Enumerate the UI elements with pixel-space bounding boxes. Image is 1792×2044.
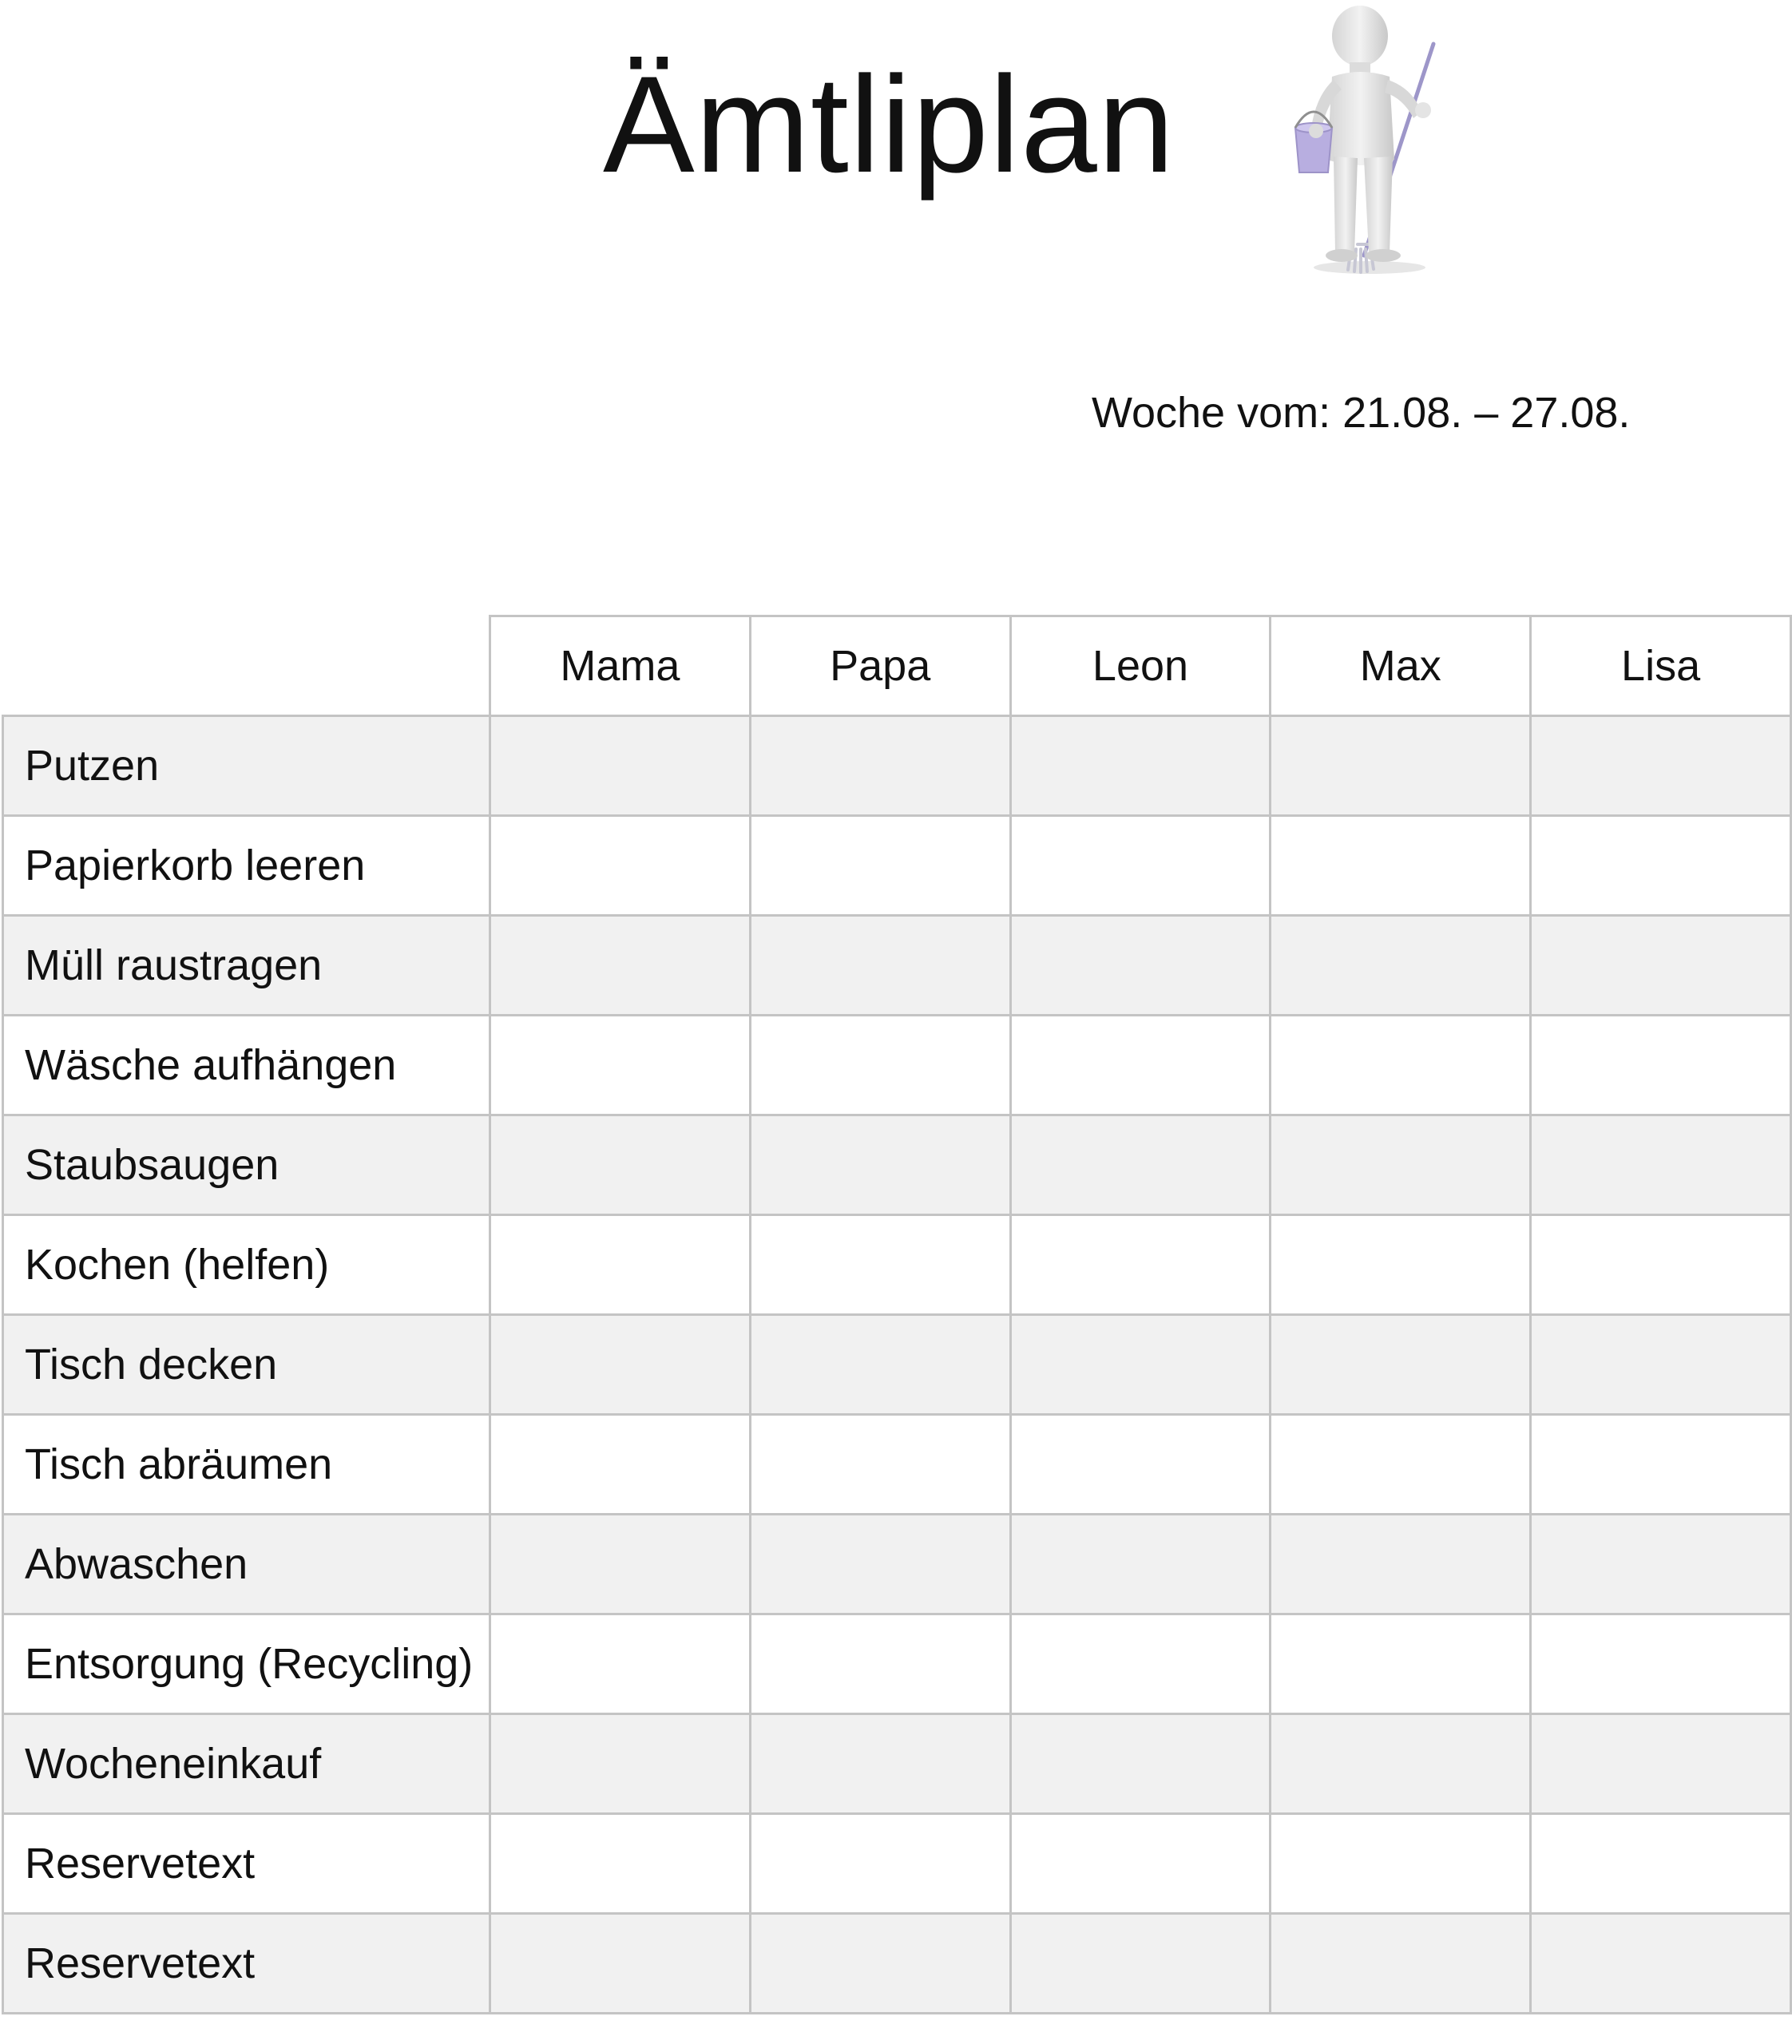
assignment-cell[interactable] xyxy=(1531,1714,1791,1814)
assignment-cell[interactable] xyxy=(1010,1215,1271,1315)
assignment-cell[interactable] xyxy=(490,716,750,816)
table-row xyxy=(3,1914,1791,2014)
assignment-cell[interactable] xyxy=(1010,1914,1271,2014)
assignment-cell[interactable] xyxy=(1271,816,1531,916)
table-row xyxy=(3,916,1791,1016)
table-row xyxy=(3,1814,1791,1914)
assignment-cell[interactable] xyxy=(1531,1814,1791,1914)
assignment-cell[interactable] xyxy=(1010,1614,1271,1714)
assignment-cell[interactable] xyxy=(1531,1415,1791,1515)
assignment-cell[interactable] xyxy=(1531,1016,1791,1115)
task-label: Tisch abräumen xyxy=(3,1415,490,1515)
assignment-cell[interactable] xyxy=(490,1914,750,2014)
table-row xyxy=(3,716,1791,816)
assignment-cell[interactable] xyxy=(1010,1415,1271,1515)
task-label: Entsorgung (Recycling) xyxy=(3,1614,490,1714)
column-header: Lisa xyxy=(1531,616,1791,716)
assignment-cell[interactable] xyxy=(490,816,750,916)
week-range: Woche vom: 21.08. – 27.08. xyxy=(1092,389,1631,437)
assignment-cell[interactable] xyxy=(1271,1016,1531,1115)
assignment-cell[interactable] xyxy=(750,1814,1010,1914)
assignment-cell[interactable] xyxy=(1010,1515,1271,1614)
table-row xyxy=(3,1016,1791,1115)
assignment-cell[interactable] xyxy=(490,1215,750,1315)
task-label: Putzen xyxy=(3,716,490,816)
assignment-cell[interactable] xyxy=(750,1714,1010,1814)
assignment-cell[interactable] xyxy=(1531,1215,1791,1315)
table-row xyxy=(3,1614,1791,1714)
assignment-cell[interactable] xyxy=(490,1115,750,1215)
table-row xyxy=(3,1714,1791,1814)
column-header: Max xyxy=(1271,616,1531,716)
table-row xyxy=(3,1515,1791,1614)
task-label: Abwaschen xyxy=(3,1515,490,1614)
task-label: Reservetext xyxy=(3,1814,490,1914)
assignment-cell[interactable] xyxy=(750,1215,1010,1315)
assignment-cell[interactable] xyxy=(1271,1215,1531,1315)
task-label: Tisch decken xyxy=(3,1315,490,1415)
assignment-cell[interactable] xyxy=(1010,816,1271,916)
assignment-cell[interactable] xyxy=(490,1515,750,1614)
task-label: Reservetext xyxy=(3,1914,490,2014)
assignment-cell[interactable] xyxy=(1531,916,1791,1016)
assignment-cell[interactable] xyxy=(750,1315,1010,1415)
assignment-cell[interactable] xyxy=(1271,1814,1531,1914)
task-label: Staubsaugen xyxy=(3,1115,490,1215)
assignment-cell[interactable] xyxy=(750,1115,1010,1215)
assignment-cell[interactable] xyxy=(1271,1515,1531,1614)
assignment-cell[interactable] xyxy=(1531,1914,1791,2014)
assignment-cell[interactable] xyxy=(1010,1714,1271,1814)
assignment-cell[interactable] xyxy=(1010,1016,1271,1115)
table-row xyxy=(3,816,1791,916)
table-row xyxy=(3,1115,1791,1215)
assignment-cell[interactable] xyxy=(1010,916,1271,1016)
assignment-cell[interactable] xyxy=(750,716,1010,816)
assignment-cell[interactable] xyxy=(750,1614,1010,1714)
assignment-cell[interactable] xyxy=(1010,1315,1271,1415)
assignment-cell[interactable] xyxy=(750,1415,1010,1515)
column-header: Leon xyxy=(1010,616,1271,716)
assignment-cell[interactable] xyxy=(490,1415,750,1515)
assignment-cell[interactable] xyxy=(1010,1115,1271,1215)
assignment-cell[interactable] xyxy=(490,1614,750,1714)
assignment-cell[interactable] xyxy=(1531,716,1791,816)
task-label: Müll raustragen xyxy=(3,916,490,1016)
assignment-cell[interactable] xyxy=(1531,1315,1791,1415)
table-row xyxy=(3,1315,1791,1415)
table-corner-cell xyxy=(3,616,490,716)
task-label: Papierkorb leeren xyxy=(3,816,490,916)
assignment-cell[interactable] xyxy=(1531,1115,1791,1215)
assignment-cell[interactable] xyxy=(1271,1315,1531,1415)
assignment-cell[interactable] xyxy=(1010,716,1271,816)
assignment-cell[interactable] xyxy=(1271,1914,1531,2014)
column-header: Papa xyxy=(750,616,1010,716)
assignment-cell[interactable] xyxy=(1531,816,1791,916)
assignment-cell[interactable] xyxy=(1531,1614,1791,1714)
assignment-cell[interactable] xyxy=(750,1016,1010,1115)
task-label: Wäsche aufhängen xyxy=(3,1016,490,1115)
assignment-cell[interactable] xyxy=(750,1515,1010,1614)
page-title: Ämtliplan xyxy=(603,48,1176,201)
assignment-cell[interactable] xyxy=(490,1714,750,1814)
assignment-cell[interactable] xyxy=(1010,1814,1271,1914)
table-row xyxy=(3,1215,1791,1315)
assignment-cell[interactable] xyxy=(1271,916,1531,1016)
assignment-cell[interactable] xyxy=(1271,716,1531,816)
assignment-cell[interactable] xyxy=(1271,1415,1531,1515)
assignment-cell[interactable] xyxy=(750,1914,1010,2014)
task-label: Wocheneinkauf xyxy=(3,1714,490,1814)
assignment-cell[interactable] xyxy=(490,916,750,1016)
assignment-cell[interactable] xyxy=(490,1315,750,1415)
assignment-cell[interactable] xyxy=(1271,1115,1531,1215)
assignment-cell[interactable] xyxy=(1531,1515,1791,1614)
column-header: Mama xyxy=(490,616,750,716)
task-label: Kochen (helfen) xyxy=(3,1215,490,1315)
assignment-cell[interactable] xyxy=(490,1814,750,1914)
assignment-cell[interactable] xyxy=(1271,1714,1531,1814)
table-row xyxy=(3,1415,1791,1515)
assignment-cell[interactable] xyxy=(1271,1614,1531,1714)
cleaner-figure-icon xyxy=(1278,0,1453,279)
table-header-row xyxy=(3,616,1791,716)
chore-table xyxy=(2,615,1792,2014)
assignment-cell[interactable] xyxy=(750,916,1010,1016)
assignment-cell[interactable] xyxy=(490,1016,750,1115)
assignment-cell[interactable] xyxy=(750,816,1010,916)
